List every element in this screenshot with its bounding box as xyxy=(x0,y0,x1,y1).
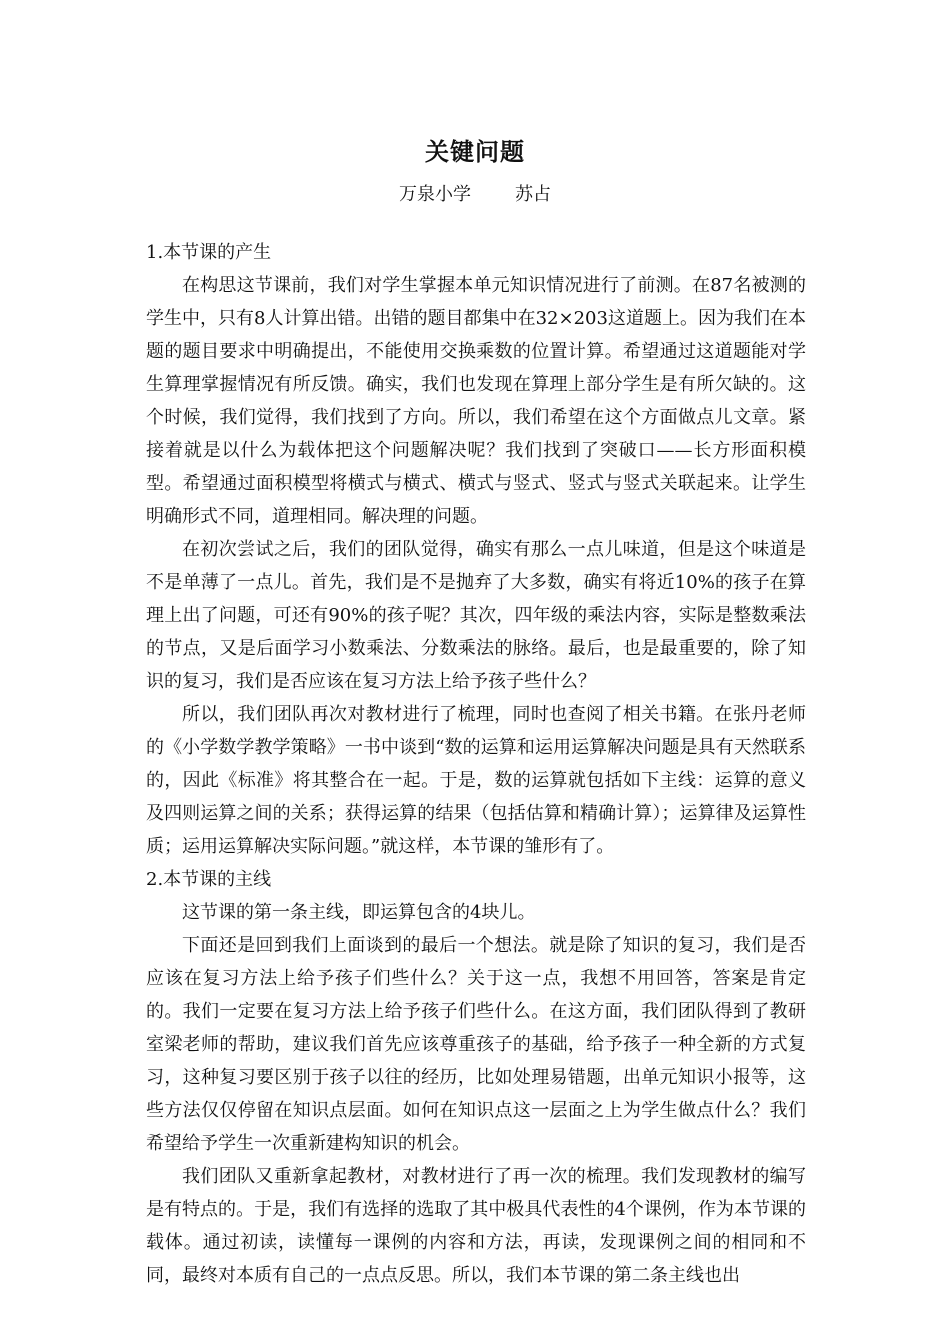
paragraph: 在构思这节课前，我们对学生掌握本单元知识情况进行了前测。在87名被测的学生中，只有8人计算出错。出错的题目都集中在32×203这道题上。因为我们在本题的题目要求中明确提出，不能使用交换乘数的位置计算。希望通过这道题能对学生算理掌握情况有所反馈。确实，我们也发现在算理上部分学生是有所欠缺的。这个时候，我们觉得，我们找到了方向。所以，我们希望在这个方面做点儿文章。紧接着就是以什么为载体把这个问题解决呢？我们找到了突破口——长方形面积模型。希望通过面积模型将横式与横式、横式与竖式、竖式与竖式关联起来。让学生明确形式不同，道理相同。解决理的问题。 xyxy=(146,275,806,527)
paragraph: 在初次尝试之后，我们的团队觉得，确实有那么一点儿味道，但是这个味道是不是单薄了一点儿。首先，我们是不是抛弃了大多数，确实有将近10%的孩子在算理上出了问题，可还有90%的孩子呢？其次，四年级的乘法内容，实际是整数乘法的节点，又是后面学习小数乘法、分数乘法的脉络。最后，也是最重要的，除了知识的复习，我们是否应该在复习方法上给予孩子些什么？ xyxy=(146,539,806,692)
author-school: 万泉小学 xyxy=(399,184,471,205)
section-heading-1: 1.本节课的产生 xyxy=(146,242,272,263)
paragraph: 下面还是回到我们上面谈到的最后一个想法。就是除了知识的复习，我们是否应该在复习方法上给予孩子们些什么？关于这一点，我想不用回答，答案是肯定的。我们一定要在复习方法上给予孩子们些什么。在这方面，我们团队得到了教研室梁老师的帮助，建议我们首先应该尊重孩子的基础，给予孩子一种全新的方式复习，这种复习要区别于孩子以往的经历，比如处理易错题，出单元知识小报等，这些方法仅仅停留在知识点层面。如何在知识点这一层面之上为学生做点什么？我们希望给予学生一次重新建构知识的机会。 xyxy=(146,935,806,1154)
document-title: 关键问题 xyxy=(425,138,525,166)
paragraph: 我们团队又重新拿起教材，对教材进行了再一次的梳理。我们发现教材的编写是有特点的。于是，我们有选择的选取了其中极具代表性的4个课例，作为本节课的载体。通过初读，读懂每一课例的内容和方法，再读，发现课例之间的相同和不同，最终对本质有自己的一点点反思。所以，我们本节课的第二条主线也出 xyxy=(146,1166,806,1286)
author-line xyxy=(0,180,950,206)
paragraph: 这节课的第一条主线，即运算包含的4块儿。 xyxy=(182,902,536,923)
paragraph: 所以，我们团队再次对教材进行了梳理，同时也查阅了相关书籍。在张丹老师的《小学数学教学策略》一书中谈到“数的运算和运用运算解决问题是具有天然联系的，因此《标准》将其整合在一起。于是，数的运算就包括如下主线：运算的意义及四则运算之间的关系；获得运算的结果（包括估算和精确计算）；运算律及运算性质；运用运算解决实际问题。”就这样，本节课的雏形有了。 xyxy=(146,704,806,857)
author-name: 苏占 xyxy=(515,184,551,205)
document-body xyxy=(146,236,806,1292)
section-heading-2: 2.本节课的主线 xyxy=(146,869,272,890)
